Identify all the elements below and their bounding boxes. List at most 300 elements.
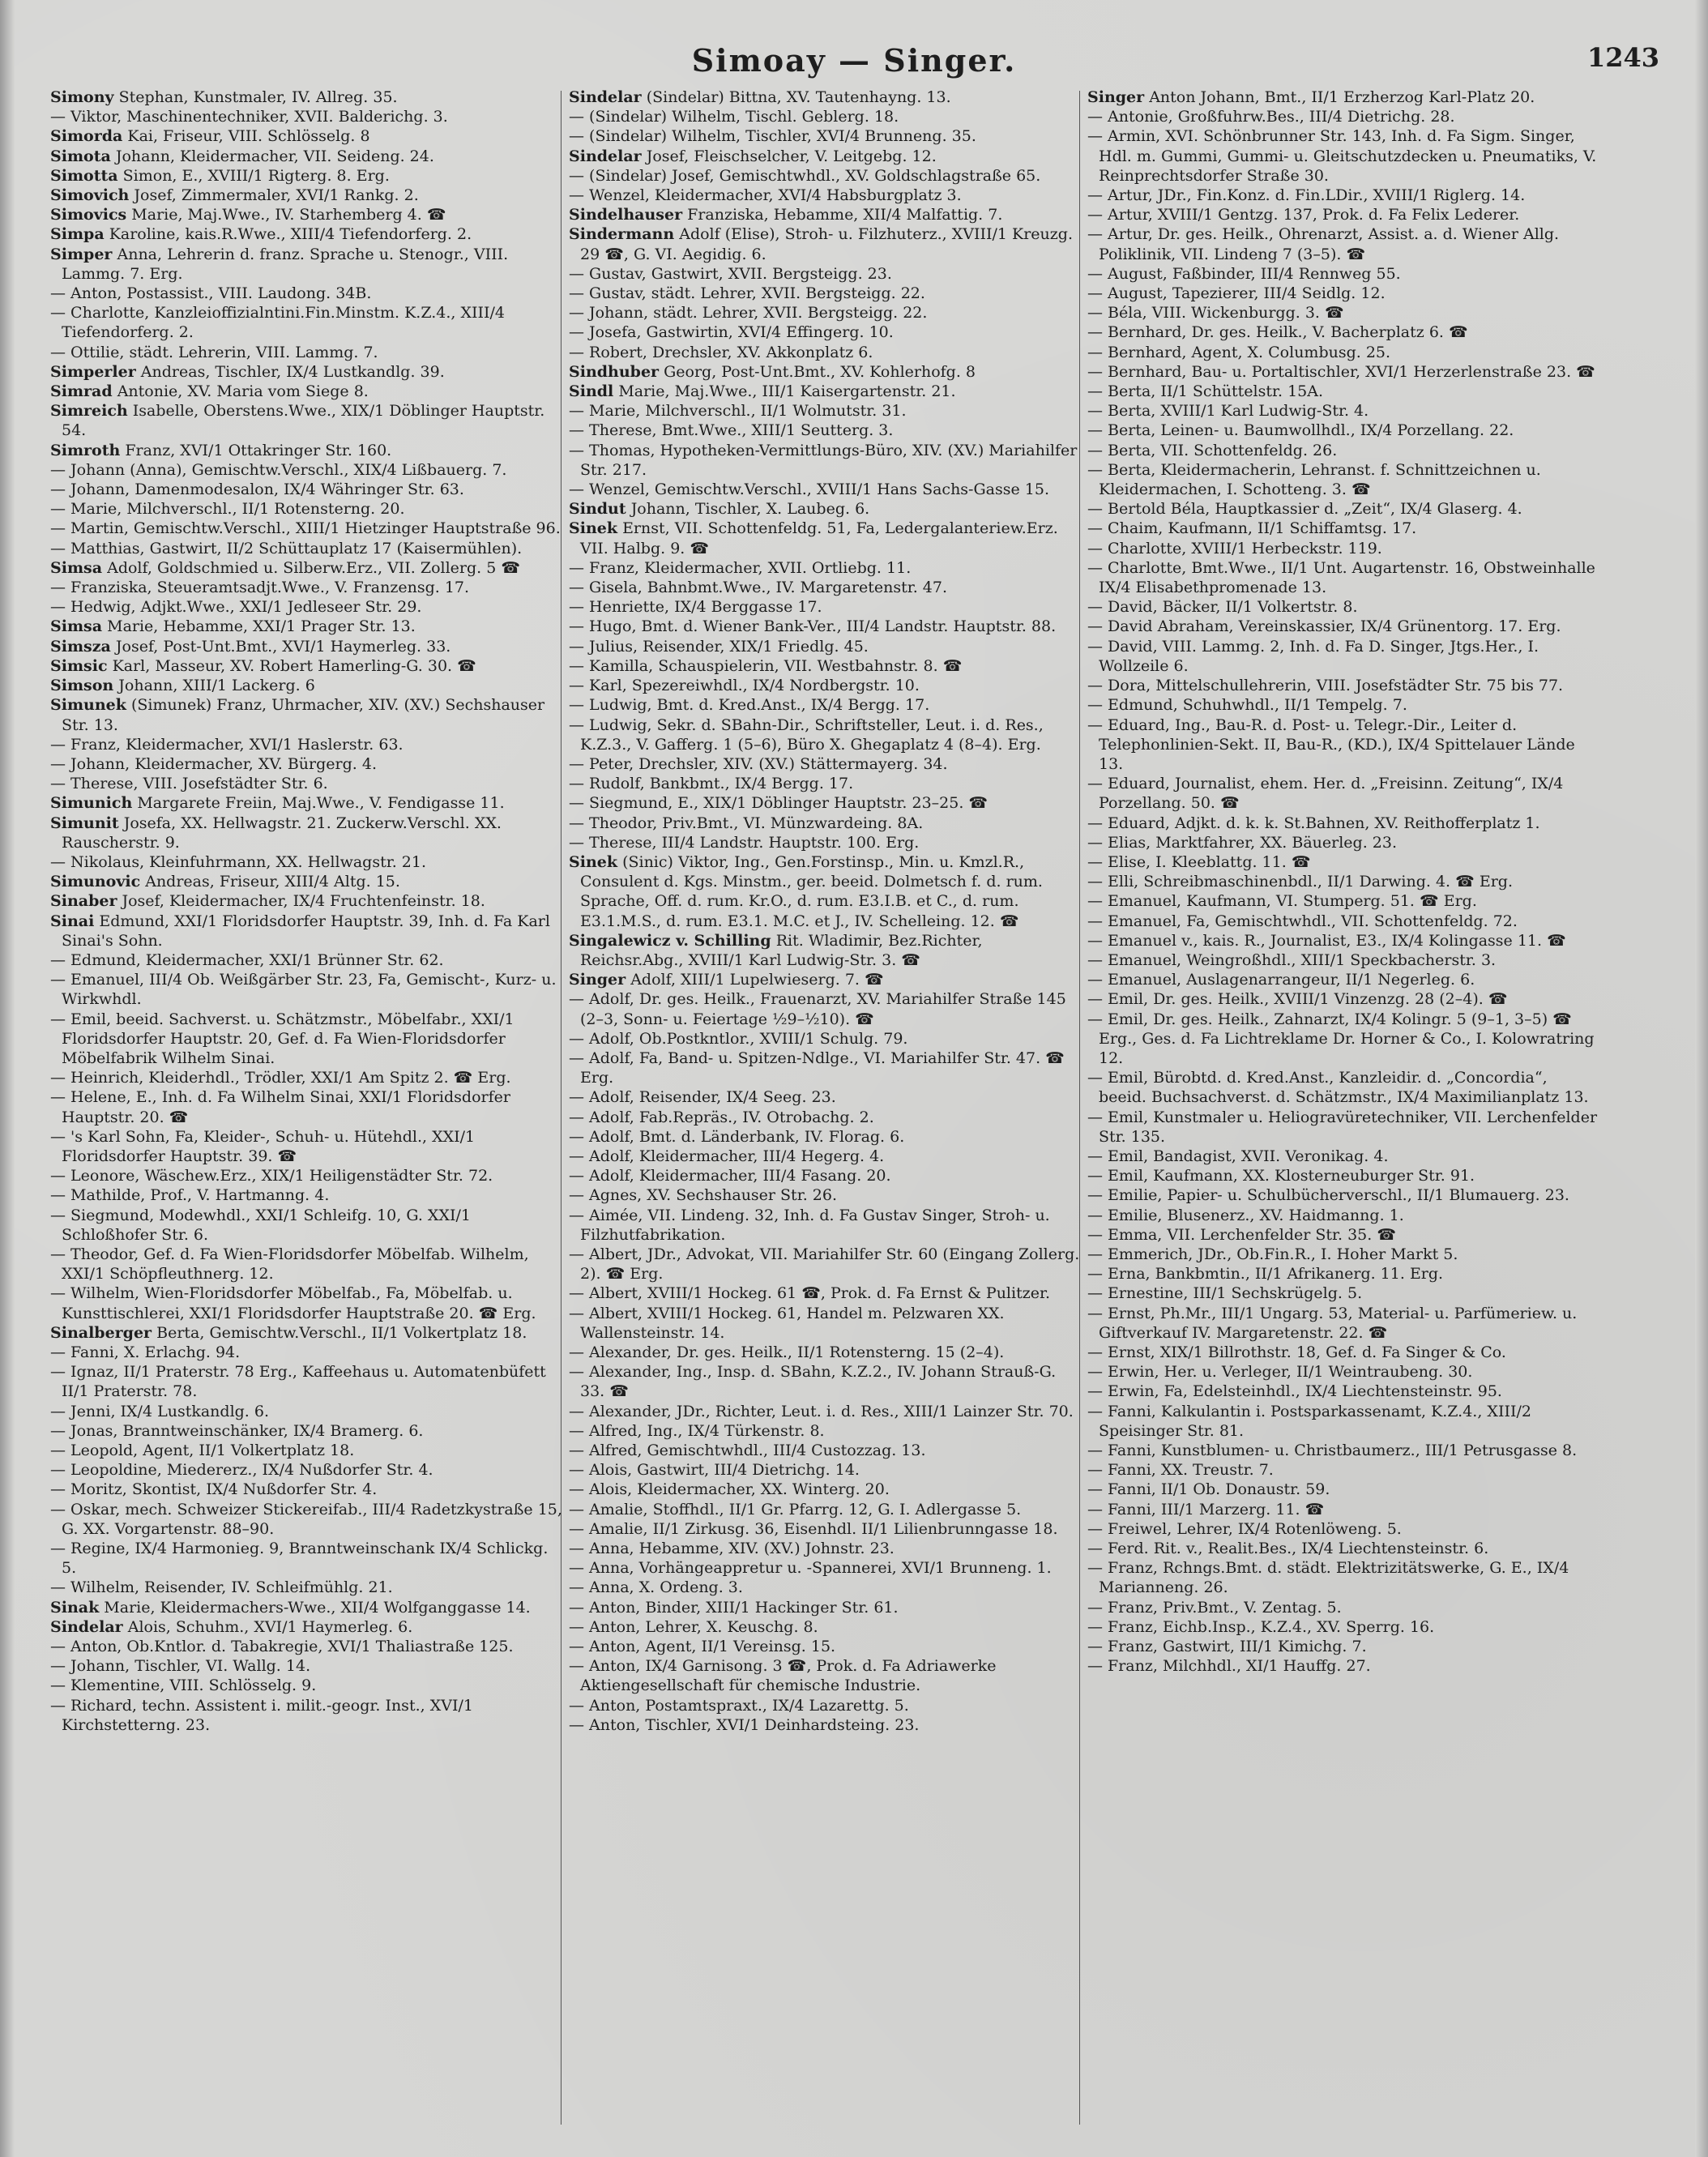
directory-entry [1087,460,1599,499]
entry-details: — Siegmund, Modewhdl., XXI/1 Schleifg. 10, G. XXI/1 Schloßhofer Str. 6. [50,1206,471,1244]
entry-details: — Theodor, Gef. d. Fa Wien-Floridsdorfer Möbelfab. Wilhelm, XXI/1 Schöpfleuthnerg. 12. [50,1245,529,1284]
directory-entry [50,1617,562,1637]
entry-details: — Amalie, II/1 Zirkusg. 36, Eisenhdl. II/1 Lilienbrunngasse 18. [569,1519,1058,1538]
entry-details: — August, Faßbinder, III/4 Rennweg 55. [1087,264,1401,283]
entry-details: — Theodor, Priv.Bmt., VI. Münzwardeing. 8A. [569,814,924,832]
entry-details: — Franz, Milchhdl., XI/1 Hauffg. 27. [1087,1657,1371,1676]
column-1 [50,88,562,2129]
entry-details: Josef, Fleischselcher, V. Leitgebg. 12. [646,147,937,165]
entry-details: — Gisela, Bahnbmt.Wwe., IV. Margaretenstr. 47. [569,579,948,597]
entry-details: — Eduard, Adjkt. d. k. k. St.Bahnen, XV. Reithofferplatz 1. [1087,814,1540,832]
directory-entry [1087,872,1599,891]
directory-entry [1087,1617,1599,1637]
directory-entry [50,793,562,813]
entry-details: (Simunek) Franz, Uhrmacher, XIV. (XV.) Sechshauser Str. 13. [62,696,545,734]
entry-details: — Artur, XVIII/1 Gentzg. 137, Prok. d. Fa Felix Lederer. [1087,206,1520,224]
entry-details: — Hugo, Bmt. d. Wiener Bank-Ver., III/4 Landstr. Hauptstr. 88. [569,617,1057,636]
directory-entry [1087,264,1599,284]
entry-details: Franziska, Hebamme, XII/4 Malfattig. 7. [687,206,1003,224]
entry-details: — Fanni, Kalkulantin i. Postsparkassenamt, K.Z.4., XIII/2 Speisinger Str. 81. [1087,1402,1531,1440]
entry-details: — Emil, Bandagist, XVII. Veronikag. 4. [1087,1147,1389,1165]
entry-details: — Edmund, Schuhwhdl., II/1 Tempelg. 7. [1087,696,1407,715]
entry-surname: Simunit [50,814,119,832]
entry-details: — Helene, E., Inh. d. Fa Wilhelm Sinai, XXI/1 Floridsdorfer Hauptstr. 20. ☎ [50,1088,510,1126]
directory-entry [569,205,1081,224]
entry-details: — Adolf, Fab.Repräs., IV. Otrobachg. 2. [569,1108,874,1126]
entry-details: — Emanuel, III/4 Ob. Weißgärber Str. 23, Fa, Gemischt-, Kurz- u. Wirkwhdl. [50,971,557,1009]
entry-details: — Leonore, Wäschew.Erz., XIX/1 Heiligenstädter Str. 72. [50,1167,493,1185]
directory-entry [50,519,562,538]
entry-details: — Henriette, IX/4 Berggasse 17. [569,598,822,617]
entry-details: Karoline, kais.R.Wwe., XIII/4 Tiefendorferg. 2. [109,225,472,244]
entry-details: — Anton, Binder, XIII/1 Hackinger Str. 61. [569,1598,899,1617]
directory-entry [1087,126,1599,186]
entry-surname: Sinek [569,519,618,538]
directory-entry [50,1637,562,1656]
entry-details: — Ottilie, städt. Lehrerin, VIII. Lammg. 7. [50,343,378,361]
directory-entry [569,1087,1081,1107]
directory-entry [569,499,1081,519]
entry-details: — Viktor, Maschinentechniker, XVII. Balderichg. 3. [50,108,448,126]
entry-surname: Singalewicz v. Schilling [569,931,771,950]
entry-details: — Elise, I. Kleeblattg. 11. ☎ [1087,852,1311,871]
directory-entry [50,950,562,970]
directory-entry [50,205,562,224]
directory-entry [50,88,562,107]
entry-details: Marie, Hebamme, XXI/1 Prager Str. 13. [107,617,416,636]
directory-entry [50,1500,562,1539]
directory-entry [1087,891,1599,911]
directory-entry [1087,617,1599,636]
directory-entry [50,676,562,695]
entry-details: — Alfred, Gemischtwhdl., III/4 Custozzag. 13. [569,1442,926,1460]
directory-entry [1087,1185,1599,1205]
directory-entry [1087,1460,1599,1480]
entry-details: — Eduard, Journalist, ehem. Her. d. „Freisinn. Zeitung“, IX/4 Porzellang. 50. ☎ [1087,775,1564,813]
directory-entry [50,1068,562,1087]
entry-surname: Simorda [50,127,123,146]
entry-surname: Simrad [50,382,113,401]
directory-entry [1087,322,1599,342]
entry-surname: Sindut [569,500,626,519]
directory-entry [1087,1284,1599,1303]
entry-surname: Simroth [50,441,121,459]
entry-details: — Berta, XVIII/1 Karl Ludwig-Str. 4. [1087,402,1369,421]
directory-entry [569,362,1081,382]
entry-details: — Bernhard, Bau- u. Portaltischler, XVI/1 Herzerlenstraße 23. ☎ [1087,362,1595,381]
entry-details: — Artur, Dr. ges. Heilk., Ohrenarzt, Assist. a. d. Wiener Allg. Poliklinik, VII. Lindeng 7 (3–5). ☎ [1087,225,1560,263]
entry-details: Stephan, Kunstmaler, IV. Allreg. 35. [118,88,398,106]
entry-details: — Alexander, Ing., Insp. d. SBahn, K.Z.2., IV. Johann Strauß-G. 33. ☎ [569,1363,1057,1401]
entry-details: — Franz, Rchngs.Bmt. d. städt. Elektrizitätswerke, G. E., IX/4 Marianneng. 26. [1087,1559,1569,1597]
directory-entry [1087,1010,1599,1069]
entry-details: — Johann (Anna), Gemischtw.Verschl., XIX/4 Lißbauerg. 7. [50,460,507,479]
entry-details: — Alexander, JDr., Richter, Leut. i. d. Res., XIII/1 Lainzer Str. 70. [569,1402,1074,1420]
entry-details: — Johann, Kleidermacher, XV. Bürgerg. 4. [50,754,377,773]
directory-entry [1087,950,1599,970]
entry-details: Johann, Kleidermacher, VII. Seideng. 24. [115,147,434,165]
entry-details: — Antonie, Großfuhrw.Bes., III/4 Dietrichg. 28. [1087,108,1455,126]
directory-entry [50,1402,562,1421]
entry-details: — Albert, XVIII/1 Hockeg. 61, Handel m. Pelzwaren XX. Wallensteinstr. 14. [569,1304,1005,1342]
entry-surname: Sindelar [50,1617,123,1636]
entry-surname: Sinek [569,852,618,871]
directory-entry [50,401,562,440]
directory-entry [50,617,562,636]
entry-details: — Emanuel, Weingroßhdl., XIII/1 Speckbacherstr. 3. [1087,950,1497,969]
entry-details: — Elias, Marktfahrer, XX. Bäuerleg. 23. [1087,833,1397,852]
directory-entry [50,1441,562,1460]
entry-details: — Marie, Milchverschl., II/1 Rotensterng. 20. [50,500,405,519]
entry-details: — Adolf, Dr. ges. Heilk., Frauenarzt, XV. Mariahilfer Straße 145 (2–3, Sonn- u. Feiertage ½9–½10). ☎ [569,990,1066,1028]
entry-details: — Mathilde, Prof., V. Hartmanng. 4. [50,1186,330,1205]
entry-surname: Sindelar [569,88,642,106]
entry-details: — Karl, Spezereiwhdl., IX/4 Nordbergstr. 10. [569,677,920,695]
entry-details: Johann, Tischler, X. Laubeg. 6. [630,500,870,519]
entry-details: — Jenni, IX/4 Lustkandlg. 6. [50,1402,270,1420]
entry-details: — Emil, Dr. ges. Heilk., Zahnarzt, IX/4 Kolingr. 5 (9–1, 3–5) ☎ Erg., Ges. d. Fa Lichtreklame Dr. Horner & Co., I. Kolowratring 12. [1087,1010,1595,1067]
entry-surname: Simsic [50,656,108,675]
entry-details: Anna, Lehrerin d. franz. Sprache u. Stenogr., VIII. Lammg. 7. Erg. [62,245,509,283]
directory-entry [569,852,1081,931]
entry-details: — Anna, Vorhängeappretur u. -Spannerei, XVI/1 Brunneng. 1. [569,1559,1052,1578]
entry-details: — Johann, Tischler, VI. Wallg. 14. [50,1657,311,1676]
directory-entry [50,1166,562,1185]
page-edge-right [1695,0,1708,2157]
entry-details: — Berta, Leinen- u. Baumwollhdl., IX/4 Porzellang. 22. [1087,421,1514,440]
entry-details: — Jonas, Branntweinschänker, IX/4 Bramerg. 6. [50,1421,424,1440]
directory-entry [569,1147,1081,1166]
directory-entry [1087,1304,1599,1343]
entry-details: — Freiwel, Lehrer, IX/4 Rotenlöweng. 5. [1087,1519,1402,1538]
entry-surname: Simotta [50,166,118,185]
directory-entry [50,147,562,166]
entry-details: Antonie, XV. Maria vom Siege 8. [117,382,369,401]
directory-entry [50,126,562,146]
directory-entry [1087,519,1599,538]
entry-details: — Oskar, mech. Schweizer Stickereifab., III/4 Radetzkystraße 15, G. XX. Vorgartenstr. 88–90. [50,1500,562,1538]
entry-details: — Fanni, III/1 Marzerg. 11. ☎ [1087,1500,1325,1518]
entry-details: — Richard, techn. Assistent i. milit.-geogr. Inst., XVI/1 Kirchstetterng. 23. [50,1696,473,1734]
entry-details: — Moritz, Skontist, IX/4 Nußdorfer Str. 4. [50,1480,378,1499]
directory-entry [50,695,562,734]
entry-details: — Erwin, Her. u. Verleger, II/1 Weintraubeng. 30. [1087,1363,1473,1382]
entry-surname: Sinalberger [50,1323,152,1342]
entry-details: — Ernestine, III/1 Sechskrügelg. 5. [1087,1284,1363,1303]
entry-surname: Simson [50,677,114,695]
entry-details: Andreas, Friseur, XIII/4 Altg. 15. [145,873,400,891]
entry-surname: Simreich [50,402,128,421]
entry-details: — Rudolf, Bankbmt., IX/4 Bergg. 17. [569,775,854,793]
directory-entry [50,166,562,186]
directory-entry [1087,676,1599,695]
entry-details: Andreas, Tischler, IX/4 Lustkandlg. 39. [140,362,445,381]
directory-entry [569,1558,1081,1578]
directory-entry [50,1676,562,1695]
entry-details: — Martin, Gemischtw.Verschl., XIII/1 Hietzinger Hauptstraße 96. [50,519,561,538]
entry-details: — Peter, Drechsler, XIV. (XV.) Stättermayerg. 34. [569,754,948,773]
directory-entry [569,1637,1081,1656]
directory-entry [569,833,1081,852]
directory-entry [569,88,1081,107]
directory-entry [50,558,562,578]
entry-details: Ernst, VII. Schottenfeldg. 51, Fa, Ledergalanteriew.Erz. VII. Halbg. 9. ☎ [580,519,1058,557]
entry-details: — David, Bäcker, II/1 Volkertstr. 8. [1087,598,1358,617]
directory-entry [569,754,1081,774]
entry-surname: Sinaber [50,892,117,911]
directory-entry [1087,1245,1599,1264]
entry-details: Marie, Maj.Wwe., IV. Starhemberg 4. ☎ [131,206,446,224]
entry-details: — Emanuel v., kais. R., Journalist, E3., IX/4 Kolingasse 11. ☎ [1087,931,1566,950]
entry-surname: Simsza [50,637,111,656]
entry-details: — Anton, Ob.Kntlor. d. Tabakregie, XVI/1 Thaliastraße 125. [50,1638,514,1656]
entry-details: Edmund, XXI/1 Floridsdorfer Hauptstr. 39, Inh. d. Fa Karl Sinai's Sohn. [62,912,550,950]
entry-details: — Ferd. Rit. v., Realit.Bes., IX/4 Liechtensteinstr. 6. [1087,1540,1489,1558]
entry-details: — (Sindelar) Josef, Gemischtwhdl., XV. Goldschlagstraße 65. [569,166,1041,185]
directory-entry [50,754,562,774]
entry-details: — Alois, Kleidermacher, XX. Winterg. 20. [569,1480,890,1499]
directory-entry [1087,205,1599,224]
directory-entry [50,224,562,244]
entry-details: — Albert, JDr., Advokat, VII. Mariahilfer Str. 60 (Eingang Zollerg. 2). ☎ Erg. [569,1245,1080,1284]
entry-details: — Wenzel, Gemischtw.Verschl., XVIII/1 Hans Sachs-Gasse 15. [569,481,1049,499]
directory-entry [1087,343,1599,362]
entry-details: Josef, Post-Unt.Bmt., XVI/1 Haymerleg. 33. [115,637,451,656]
entry-details: — Agnes, XV. Sechshauser Str. 26. [569,1186,837,1205]
directory-entry [50,912,562,950]
page-header [0,42,1708,79]
entry-details: — Fanni, II/1 Ob. Donaustr. 59. [1087,1480,1330,1499]
directory-entry [569,1441,1081,1460]
entry-details: — Elli, Schreibmaschinenbdl., II/1 Darwing. 4. ☎ Erg. [1087,873,1513,891]
entry-details: — Julius, Reisender, XIX/1 Friedlg. 45. [569,637,869,656]
entry-details: Margarete Freiin, Maj.Wwe., V. Fendigasse 11. [137,794,505,813]
entry-details: — Charlotte, Kanzleioffizialntini.Fin.Minstm. K.Z.4., XIII/4 Tiefendorferg. 2. [50,304,505,342]
directory-entry [1087,499,1599,519]
directory-entry [569,1421,1081,1441]
entry-details: — Edmund, Kleidermacher, XXI/1 Brünner Str. 62. [50,950,444,969]
entry-details: — Leopoldine, Miedererz., IX/4 Nußdorfer Str. 4. [50,1461,433,1480]
entry-details: — Adolf, Bmt. d. Länderbank, IV. Florag. 6. [569,1127,905,1146]
directory-entry [569,284,1081,303]
directory-entry [569,1304,1081,1343]
directory-entry [569,401,1081,421]
directory-entry [50,852,562,872]
directory-entry [569,322,1081,342]
entry-details: (Sindelar) Bittna, XV. Tautenhayng. 13. [646,88,951,106]
directory-entry [569,343,1081,362]
directory-entry [50,343,562,362]
directory-entry [569,1362,1081,1401]
directory-entry [50,597,562,617]
entry-surname: Simovics [50,206,127,224]
entry-details: — Robert, Drechsler, XV. Akkonplatz 6. [569,343,873,361]
directory-entry [1087,931,1599,950]
entry-details: — Berta, VII. Schottenfeldg. 26. [1087,441,1338,459]
directory-entry [569,126,1081,146]
entry-details: — Ludwig, Sekr. d. SBahn-Dir., Schriftsteller, Leut. i. d. Res., K.Z.3., V. Gafferg. 1 (5–6), Büro X. Ghegaplatz 4 (8–4). Erg. [569,715,1044,754]
directory-entry [569,989,1081,1028]
directory-entry [50,382,562,401]
directory-entry [569,224,1081,263]
directory-entry [569,1166,1081,1185]
directory-entry [1087,1598,1599,1617]
entry-details: Marie, Maj.Wwe., III/1 Kaisergartenstr. 21. [618,382,956,401]
entry-surname: Simperler [50,362,136,381]
entry-surname: Singer [569,971,626,989]
directory-entry [50,1127,562,1166]
directory-entry [1087,695,1599,715]
entry-details: Kai, Friseur, VIII. Schlösselg. 8 [127,127,370,146]
entry-details: — Kamilla, Schauspielerin, VII. Westbahnstr. 8. ☎ [569,656,963,675]
directory-columns [50,88,1598,2129]
directory-entry [569,1127,1081,1147]
entry-details: — Heinrich, Kleiderhdl., Trödler, XXI/1 Am Spitz 2. ☎ Erg. [50,1069,511,1087]
directory-entry [569,1343,1081,1362]
directory-entry [50,1480,562,1499]
entry-details: Rit. Wladimir, Bez.Richter, Reichsr.Abg., XVIII/1 Karl Ludwig-Str. 3. ☎ [580,931,983,969]
entry-surname: Sinai [50,912,95,930]
entry-details: Georg, Post-Unt.Bmt., XV. Kohlerhofg. 8 [664,362,976,381]
entry-details: — Therese, VIII. Josefstädter Str. 6. [50,775,328,793]
entry-details: — Emanuel, Fa, Gemischtwhdl., VII. Schottenfeldg. 72. [1087,912,1518,930]
directory-entry [50,1185,562,1205]
entry-details: Franz, XVI/1 Ottakringer Str. 160. [125,441,392,459]
directory-entry [1087,1206,1599,1225]
directory-entry [569,1715,1081,1735]
entry-details: — Bernhard, Agent, X. Columbusg. 25. [1087,343,1391,361]
entry-details: — Armin, XVI. Schönbrunner Str. 143, Inh. d. Fa Sigm. Singer, Hdl. m. Gummi, Gummi- u. Gleitschutzdecken u. Pneumatiks, V. Reinprechtsdorfer Straße 30. [1087,127,1597,185]
entry-details: — Eduard, Ing., Bau-R. d. Post- u. Telegr.-Dir., Leiter d. Telephonlinien-Sekt. II, Bau-R., (KD.), IX/4 Spittelauer Lände 13. [1087,715,1575,773]
directory-entry [50,774,562,793]
directory-entry [1087,1147,1599,1166]
directory-entry [50,1598,562,1617]
entry-details: — Franz, Eichb.Insp., K.Z.4., XV. Sperrg. 16. [1087,1617,1435,1636]
entry-details: — David, VIII. Lammg. 2, Inh. d. Fa D. Singer, Jtgs.Her., I. Wollzeile 6. [1087,637,1539,675]
entry-details: — Ernst, Ph.Mr., III/1 Ungarg. 53, Material- u. Parfümeriew. u. Giftverkauf IV. Margaretenstr. 22. ☎ [1087,1304,1578,1342]
entry-details: — Fanni, X. Erlachg. 94. [50,1343,241,1361]
entry-details: — Chaim, Kaufmann, II/1 Schiffamtsg. 17. [1087,519,1417,538]
directory-entry [1087,1558,1599,1597]
directory-entry [50,656,562,676]
directory-entry [569,1500,1081,1519]
directory-entry [569,597,1081,617]
directory-entry [569,1185,1081,1205]
directory-entry [50,284,562,303]
directory-entry [50,814,562,852]
entry-surname: Simony [50,88,114,106]
directory-entry [1087,382,1599,401]
directory-entry [1087,597,1599,617]
entry-details: — Adolf, Kleidermacher, III/4 Hegerg. 4. [569,1147,885,1165]
directory-entry [569,519,1081,557]
entry-surname: Sindhuber [569,362,660,381]
entry-details: — Emanuel, Auslagenarrangeur, II/1 Negerleg. 6. [1087,971,1475,989]
entry-details: — Charlotte, XVIII/1 Herbeckstr. 119. [1087,539,1382,557]
directory-entry [1087,107,1599,126]
directory-entry [50,872,562,891]
directory-entry [569,1284,1081,1303]
directory-entry [569,931,1081,970]
entry-details: Johann, XIII/1 Lackerg. 6 [118,677,315,695]
directory-entry [1087,1441,1599,1460]
directory-entry [1087,1480,1599,1499]
entry-details: — Johann, städt. Lehrer, XVII. Bergsteigg. 22. [569,304,928,322]
entry-details: — Artur, JDr., Fin.Konz. d. Fin.LDir., XVIII/1 Riglerg. 14. [1087,186,1526,205]
directory-entry [569,166,1081,186]
entry-surname: Sindelhauser [569,206,683,224]
entry-details: — Anna, X. Ordeng. 3. [569,1578,743,1597]
entry-details: — Alfred, Ing., IX/4 Türkenstr. 8. [569,1421,825,1440]
entry-details: (Sinic) Viktor, Ing., Gen.Forstinsp., Min. u. Kmzl.R., Consulent d. Kgs. Minstm., ger. beeid. Dolmetsch f. d. rum. Sprache, Off. d. rum. Kr.O., d. rum. E3.I.B. et C., d. rum. E3.1.M.S., d. rum. E3.1. M.C. et J., IV. Schelleing. 12. ☎ [580,852,1043,930]
directory-entry [569,1519,1081,1539]
entry-details: — Emil, Kunstmaler u. Heliogravüretechniker, VII. Lerchenfelder Str. 135. [1087,1108,1598,1146]
entry-details: — Johann, Damenmodesalon, IX/4 Währinger Str. 63. [50,481,464,499]
entry-details: — Aimée, VII. Lindeng. 32, Inh. d. Fa Gustav Singer, Stroh- u. Filzhutfabrikation. [569,1206,1050,1244]
entry-details: — Franz, Priv.Bmt., V. Zentag. 5. [1087,1598,1342,1617]
directory-entry [50,891,562,911]
entry-details: — Emil, Bürobtd. d. Kred.Anst., Kanzleidir. d. „Concordia“, beeid. Buchsachverst. d. Schätzmstr., IX/4 Maximilianplatz 13. [1087,1069,1589,1107]
entry-surname: Simunek [50,696,126,715]
entry-surname: Sindelar [569,147,642,165]
entry-details: — Gustav, Gastwirt, XVII. Bergsteigg. 23. [569,264,892,283]
directory-entry [1087,814,1599,833]
entry-details: — Anton, Agent, II/1 Vereinsg. 15. [569,1638,836,1656]
entry-details: — Therese, Bmt.Wwe., XIII/1 Seutterg. 3. [569,421,894,440]
entry-details: Marie, Kleidermachers-Wwe., XII/4 Wolfganggasse 14. [104,1598,531,1617]
directory-entry [569,1206,1081,1245]
entry-details: — (Sindelar) Wilhelm, Tischler, XVI/4 Brunneng. 35. [569,127,976,146]
entry-details: — Emil, beeid. Sachverst. u. Schätzmstr., Möbelfabr., XXI/1 Floridsdorfer Hauptstr. 20, Gef. d. Fa Wien-Floridsdorfer Möbelfabrik Wilhelm Sinai. [50,1010,515,1067]
entry-surname: Singer [1087,88,1145,106]
directory-entry [50,1578,562,1597]
directory-entry [50,245,562,284]
entry-details: — Ludwig, Bmt. d. Kred.Anst., IX/4 Bergg. 17. [569,696,930,715]
directory-entry [569,1245,1081,1284]
entry-details: — Alois, Gastwirt, III/4 Dietrichg. 14. [569,1461,860,1480]
entry-surname: Simsa [50,617,103,636]
entry-details: — David Abraham, Vereinskassier, IX/4 Grünentorg. 17. Erg. [1087,617,1561,636]
entry-details: — Alexander, Dr. ges. Heilk., II/1 Rotensterng. 15 (2–4). [569,1343,1005,1361]
entry-details: — Josefa, Gastwirtin, XVI/4 Effingerg. 10. [569,323,894,342]
directory-entry [569,676,1081,695]
entry-details: — Wenzel, Kleidermacher, XVI/4 Habsburgplatz 3. [569,186,962,205]
directory-entry [50,499,562,519]
directory-entry [1087,774,1599,813]
directory-entry [569,617,1081,636]
directory-entry [1087,1108,1599,1147]
directory-entry [50,303,562,342]
running-title: Simoay — Singer. [691,42,1017,79]
entry-details: — Franz, Gastwirt, III/1 Kimichg. 7. [1087,1638,1367,1656]
directory-entry [50,539,562,558]
directory-entry [1087,1402,1599,1441]
directory-entry [569,1539,1081,1558]
entry-details: — Béla, VIII. Wickenburgg. 3. ☎ [1087,304,1344,322]
entry-surname: Sindl [569,382,614,401]
directory-entry [50,735,562,754]
directory-entry [569,107,1081,126]
entry-details: Alois, Schuhm., XVI/1 Haymerleg. 6. [127,1617,413,1636]
directory-entry [569,421,1081,440]
directory-entry [1087,852,1599,872]
entry-details: — Ignaz, II/1 Praterstr. 78 Erg., Kaffeehaus u. Automatenbüfett II/1 Praterstr. 78. [50,1363,546,1401]
entry-details: — August, Tapezierer, III/4 Seidlg. 12. [1087,284,1386,303]
directory-entry [569,578,1081,597]
directory-entry [1087,362,1599,382]
entry-details: — Emilie, Papier- u. Schulbücherverschl., II/1 Blumauerg. 23. [1087,1186,1569,1205]
entry-details: — Dora, Mittelschullehrerin, VIII. Josefstädter Str. 75 bis 77. [1087,677,1564,695]
